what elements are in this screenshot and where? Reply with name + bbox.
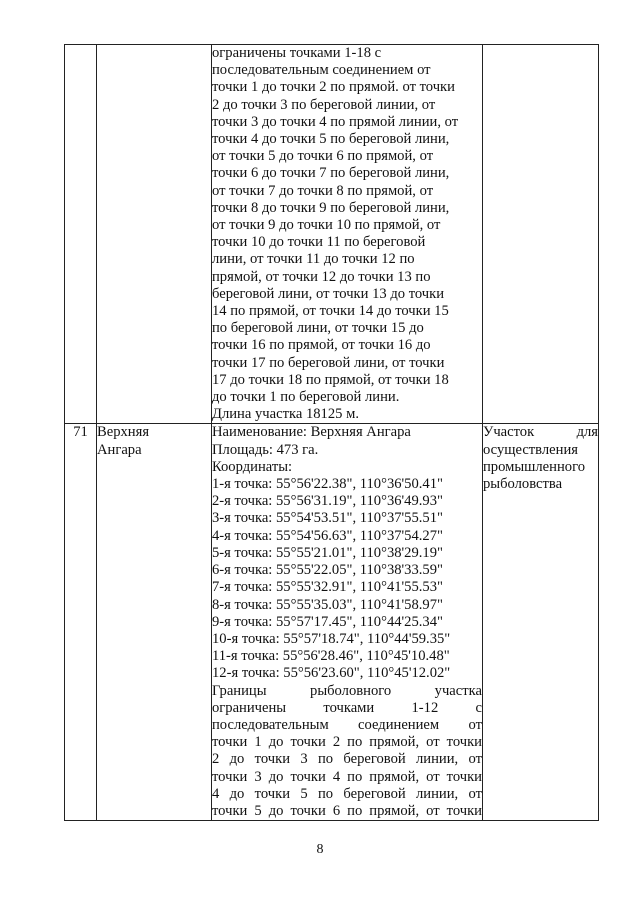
text-line: точки 5 до точки 6 по прямой, от точки (212, 802, 482, 819)
text-line: ограничены точками 1-12 с (212, 699, 482, 716)
text-line: до точки 1 по береговой лини. (212, 389, 400, 406)
coordinate-point: 3-я точка: 55°54'53.51", 110°37'55.51" (212, 510, 443, 527)
text-line: точки 1 до точки 2 по прямой. от точки (212, 79, 455, 96)
text-line: 4 до точки 5 по береговой линии, от (212, 785, 482, 802)
purpose-cell (483, 424, 599, 821)
text-line: точки 8 до точки 9 по береговой лини, (212, 199, 450, 216)
water-body-name (97, 45, 212, 424)
purpose-line: рыболовства (483, 476, 563, 493)
row-number: 71 (65, 424, 97, 821)
text-line: по береговой лини, от точки 15 до (212, 320, 424, 337)
table-row (65, 424, 599, 821)
text-line: точки 17 по береговой лини, от точки (212, 354, 445, 371)
text-line: береговой лини, от точки 13 до точки (212, 285, 445, 302)
coordinate-point: 10-я точка: 55°57'18.74", 110°44'59.35" (212, 630, 451, 647)
section-length: Длина участка 18125 м. (212, 406, 359, 423)
coordinate-point: 4-я точка: 55°54'56.63", 110°37'54.27" (212, 527, 443, 544)
text-line: последовательным соединением от (212, 62, 431, 79)
text-line: 2 до точки 3 по береговой линии, от (212, 751, 482, 768)
section-name: Наименование: Верхняя Ангара (212, 424, 411, 441)
coordinate-point: 8-я точка: 55°55'35.03", 110°41'58.97" (212, 596, 443, 613)
section-area: Площадь: 473 га. (212, 441, 319, 458)
text-line: точки 16 по прямой, от точки 16 до (212, 337, 431, 354)
water-body-name (97, 424, 212, 821)
document-table (64, 44, 599, 821)
text-line: 2 до точки 3 по береговой линии, от (212, 96, 436, 113)
name-line: Ангара (97, 441, 142, 458)
text-line: точки 4 до точки 5 по береговой лини, (212, 131, 450, 148)
purpose-line: Участок для (483, 424, 598, 441)
purpose-line: осуществления (483, 441, 578, 458)
row-number (65, 45, 97, 424)
text-line: от точки 7 до точки 8 по прямой, от (212, 182, 434, 199)
text-line: точки 10 до точки 11 по береговой (212, 234, 426, 251)
table-row (65, 45, 599, 424)
purpose-cell (483, 45, 599, 424)
coordinate-point: 6-я точка: 55°55'22.05", 110°38'33.59" (212, 562, 443, 579)
coordinates-heading: Координаты: (212, 458, 293, 475)
text-line: точки 3 до точки 4 по прямой, от точки (212, 768, 482, 785)
text-line: 14 по прямой, от точки 14 до точки 15 (212, 303, 449, 320)
coordinate-point: 9-я точка: 55°57'17.45", 110°44'25.34" (212, 613, 443, 630)
text-line: последовательным соединением от (212, 716, 482, 733)
text-line: лини, от точки 11 до точки 12 по (212, 251, 415, 268)
text-line: от точки 5 до точки 6 по прямой, от (212, 148, 434, 165)
purpose-line: промышленного (483, 458, 585, 475)
text-line: точки 1 до точки 2 по прямой, от точки (212, 734, 482, 751)
boundary-description (212, 45, 483, 424)
text-line: Границы рыболовного участка (212, 682, 482, 699)
coordinate-point: 11-я точка: 55°56'28.46", 110°45'10.48" (212, 648, 450, 665)
page-number: 8 (316, 842, 324, 857)
coordinate-point: 7-я точка: 55°55'32.91", 110°41'55.53" (212, 579, 443, 596)
coordinate-point: 2-я точка: 55°56'31.19", 110°36'49.93" (212, 493, 443, 510)
text-line: точки 6 до точки 7 по береговой лини, (212, 165, 450, 182)
text-line: ограничены точками 1-18 с (212, 45, 382, 61)
text-line: от точки 9 до точки 10 по прямой, от (212, 217, 441, 234)
coordinate-point: 5-я точка: 55°55'21.01", 110°38'29.19" (212, 544, 443, 561)
text-line: прямой, от точки 12 до точки 13 по (212, 268, 431, 285)
text-line: точки 3 до точки 4 по прямой линии, от (212, 113, 459, 130)
coordinate-point: 12-я точка: 55°56'23.60", 110°45'12.02" (212, 665, 451, 682)
coordinate-point: 1-я точка: 55°56'22.38", 110°36'50.41" (212, 476, 443, 493)
boundary-description (212, 424, 483, 821)
text-line: 17 до точки 18 по прямой, от точки 18 (212, 371, 449, 388)
name-line: Верхняя (97, 424, 150, 441)
